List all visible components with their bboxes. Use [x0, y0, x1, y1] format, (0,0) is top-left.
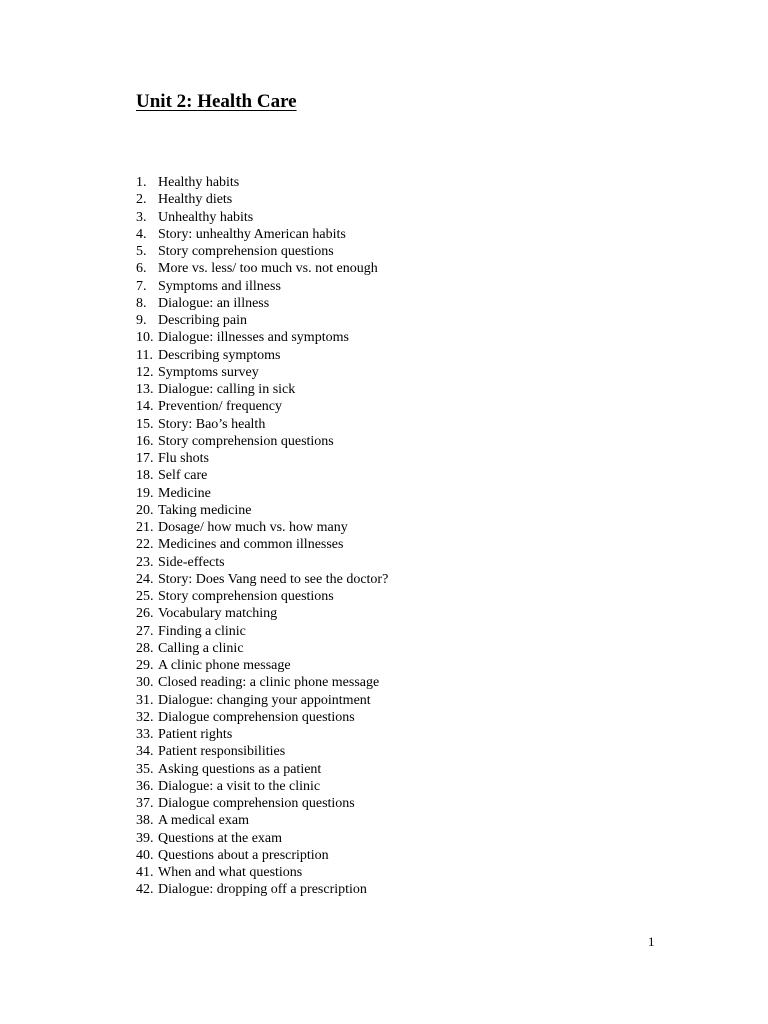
- list-item-text: Story: Bao’s health: [158, 416, 266, 432]
- list-item-number: 36.: [136, 778, 154, 794]
- list-item: [136, 243, 388, 260]
- list-item-text: Dialogue comprehension questions: [158, 796, 355, 811]
- list-item-text: Finding a clinic: [158, 623, 246, 639]
- list-item: [136, 657, 388, 674]
- list-item: [136, 830, 388, 847]
- list-item: [136, 812, 388, 829]
- list-item-number: 25.: [136, 589, 154, 604]
- list-item-text: Side-effects: [158, 554, 225, 570]
- list-item: [136, 467, 388, 484]
- list-item-text: Questions about a prescription: [158, 847, 329, 863]
- list-item-text: Self care: [158, 468, 208, 484]
- list-item-text: Patient responsibilities: [158, 744, 286, 760]
- list-item-number: 41.: [136, 865, 154, 880]
- list-item-text: Describing symptoms: [158, 347, 281, 363]
- list-item-text: Medicine: [158, 485, 211, 501]
- list-item: [136, 605, 388, 622]
- list-item-number: 33.: [136, 727, 154, 742]
- contents-list: [136, 174, 388, 899]
- list-item-number: 9.: [136, 313, 147, 328]
- list-item: [136, 743, 388, 760]
- list-item-text: Story comprehension questions: [158, 244, 334, 259]
- list-item-number: 22.: [136, 537, 154, 553]
- list-item: [136, 571, 388, 588]
- list-item: [136, 554, 388, 571]
- list-item-number: 13.: [136, 382, 154, 397]
- list-item-number: 23.: [136, 554, 154, 570]
- list-item-number: 24.: [136, 571, 154, 587]
- list-item: [136, 416, 388, 433]
- list-item: [136, 761, 388, 778]
- list-item-number: 32.: [136, 709, 154, 725]
- list-item-text: Describing pain: [158, 313, 248, 328]
- list-item-number: 1.: [136, 175, 147, 190]
- list-item-number: 3.: [136, 209, 147, 225]
- list-item-text: Dialogue: a visit to the clinic: [158, 778, 321, 794]
- list-item: [136, 450, 388, 467]
- list-item-text: Dialogue: illnesses and symptoms: [158, 330, 349, 346]
- list-item-number: 21.: [136, 520, 154, 535]
- list-item: [136, 778, 388, 795]
- list-item-text: Prevention/ frequency: [158, 399, 283, 415]
- list-item-number: 30.: [136, 675, 154, 691]
- list-item-number: 17.: [136, 451, 154, 466]
- list-item-number: 34.: [136, 744, 154, 760]
- list-item: [136, 312, 388, 329]
- list-item-text: Healthy diets: [158, 192, 233, 208]
- list-item-number: 5.: [136, 244, 147, 259]
- list-item-text: A medical exam: [158, 813, 249, 829]
- list-item-number: 40.: [136, 847, 154, 863]
- list-item-number: 42.: [136, 882, 154, 898]
- list-item-number: 2.: [136, 192, 147, 208]
- list-item: [136, 726, 388, 743]
- list-item: [136, 381, 388, 398]
- list-item-number: 31.: [136, 692, 154, 708]
- list-item: [136, 226, 388, 243]
- list-item-number: 12.: [136, 364, 154, 380]
- list-item: [136, 209, 388, 226]
- page-number: 1: [648, 934, 655, 949]
- list-item-number: 6.: [136, 261, 147, 277]
- list-item-number: 15.: [136, 416, 154, 432]
- list-item-text: Dosage/ how much vs. how many: [158, 520, 348, 535]
- list-item: [136, 364, 388, 381]
- list-item-text: Flu shots: [158, 451, 209, 466]
- page-title: Unit 2: Health Care: [136, 91, 297, 112]
- list-item-text: More vs. less/ too much vs. not enough: [158, 261, 378, 277]
- list-item-number: 20.: [136, 502, 154, 518]
- list-item: [136, 864, 388, 881]
- list-item-number: 4.: [136, 226, 147, 242]
- list-item-text: A clinic phone message: [158, 658, 291, 673]
- list-item-text: Symptoms survey: [158, 364, 259, 380]
- list-item-number: 27.: [136, 623, 154, 639]
- list-item-text: When and what questions: [158, 865, 303, 880]
- list-item: [136, 692, 388, 709]
- list-item-text: Patient rights: [158, 727, 233, 742]
- list-item-text: Dialogue: an illness: [158, 295, 270, 311]
- list-item: [136, 640, 388, 657]
- list-item-text: Story: Does Vang need to see the doctor?: [158, 571, 389, 587]
- list-item: [136, 398, 388, 415]
- list-item-text: Dialogue: changing your appointment: [158, 692, 371, 708]
- list-item-text: Unhealthy habits: [158, 209, 254, 225]
- list-item-number: 28.: [136, 640, 154, 656]
- list-item-text: Asking questions as a patient: [158, 761, 322, 777]
- list-item-text: Calling a clinic: [158, 640, 244, 656]
- list-item-number: 18.: [136, 468, 154, 484]
- list-item-text: Questions at the exam: [158, 830, 283, 846]
- list-item-text: Medicines and common illnesses: [158, 537, 344, 553]
- list-item: [136, 433, 388, 450]
- list-item: [136, 588, 388, 605]
- list-item-number: 39.: [136, 830, 154, 846]
- list-item: [136, 536, 388, 553]
- list-item: [136, 623, 388, 640]
- list-item-text: Healthy habits: [158, 175, 240, 190]
- list-item-text: Story: unhealthy American habits: [158, 226, 346, 242]
- list-item-number: 8.: [136, 295, 147, 311]
- list-item-text: Symptoms and illness: [158, 278, 281, 294]
- list-item-number: 7.: [136, 278, 147, 294]
- list-item-number: 38.: [136, 813, 154, 829]
- list-item-text: Vocabulary matching: [158, 606, 278, 622]
- list-item-text: Dialogue: calling in sick: [158, 382, 296, 397]
- list-item: [136, 502, 388, 519]
- list-item: [136, 278, 388, 295]
- list-item-number: 35.: [136, 761, 154, 777]
- list-item-number: 19.: [136, 485, 154, 501]
- list-item-number: 29.: [136, 658, 154, 673]
- list-item-number: 16.: [136, 433, 154, 449]
- list-item: [136, 191, 388, 208]
- list-item-number: 26.: [136, 606, 154, 622]
- list-item: [136, 329, 388, 346]
- list-item: [136, 674, 388, 691]
- list-item: [136, 519, 388, 536]
- list-item: [136, 347, 388, 364]
- list-item: [136, 295, 388, 312]
- list-item-text: Dialogue comprehension questions: [158, 709, 355, 725]
- list-item: [136, 709, 388, 726]
- list-item-text: Taking medicine: [158, 502, 252, 518]
- list-item-text: Closed reading: a clinic phone message: [158, 675, 380, 691]
- list-item-number: 14.: [136, 399, 154, 415]
- list-item-number: 11.: [136, 347, 153, 363]
- list-item: [136, 795, 388, 812]
- list-item: [136, 485, 388, 502]
- list-item: [136, 847, 388, 864]
- list-item-text: Story comprehension questions: [158, 589, 334, 604]
- list-item-number: 37.: [136, 796, 154, 811]
- list-item: [136, 260, 388, 277]
- list-item-number: 10.: [136, 330, 154, 346]
- list-item: [136, 881, 388, 898]
- list-item-text: Story comprehension questions: [158, 433, 334, 449]
- list-item-text: Dialogue: dropping off a prescription: [158, 882, 367, 898]
- list-item: [136, 174, 388, 191]
